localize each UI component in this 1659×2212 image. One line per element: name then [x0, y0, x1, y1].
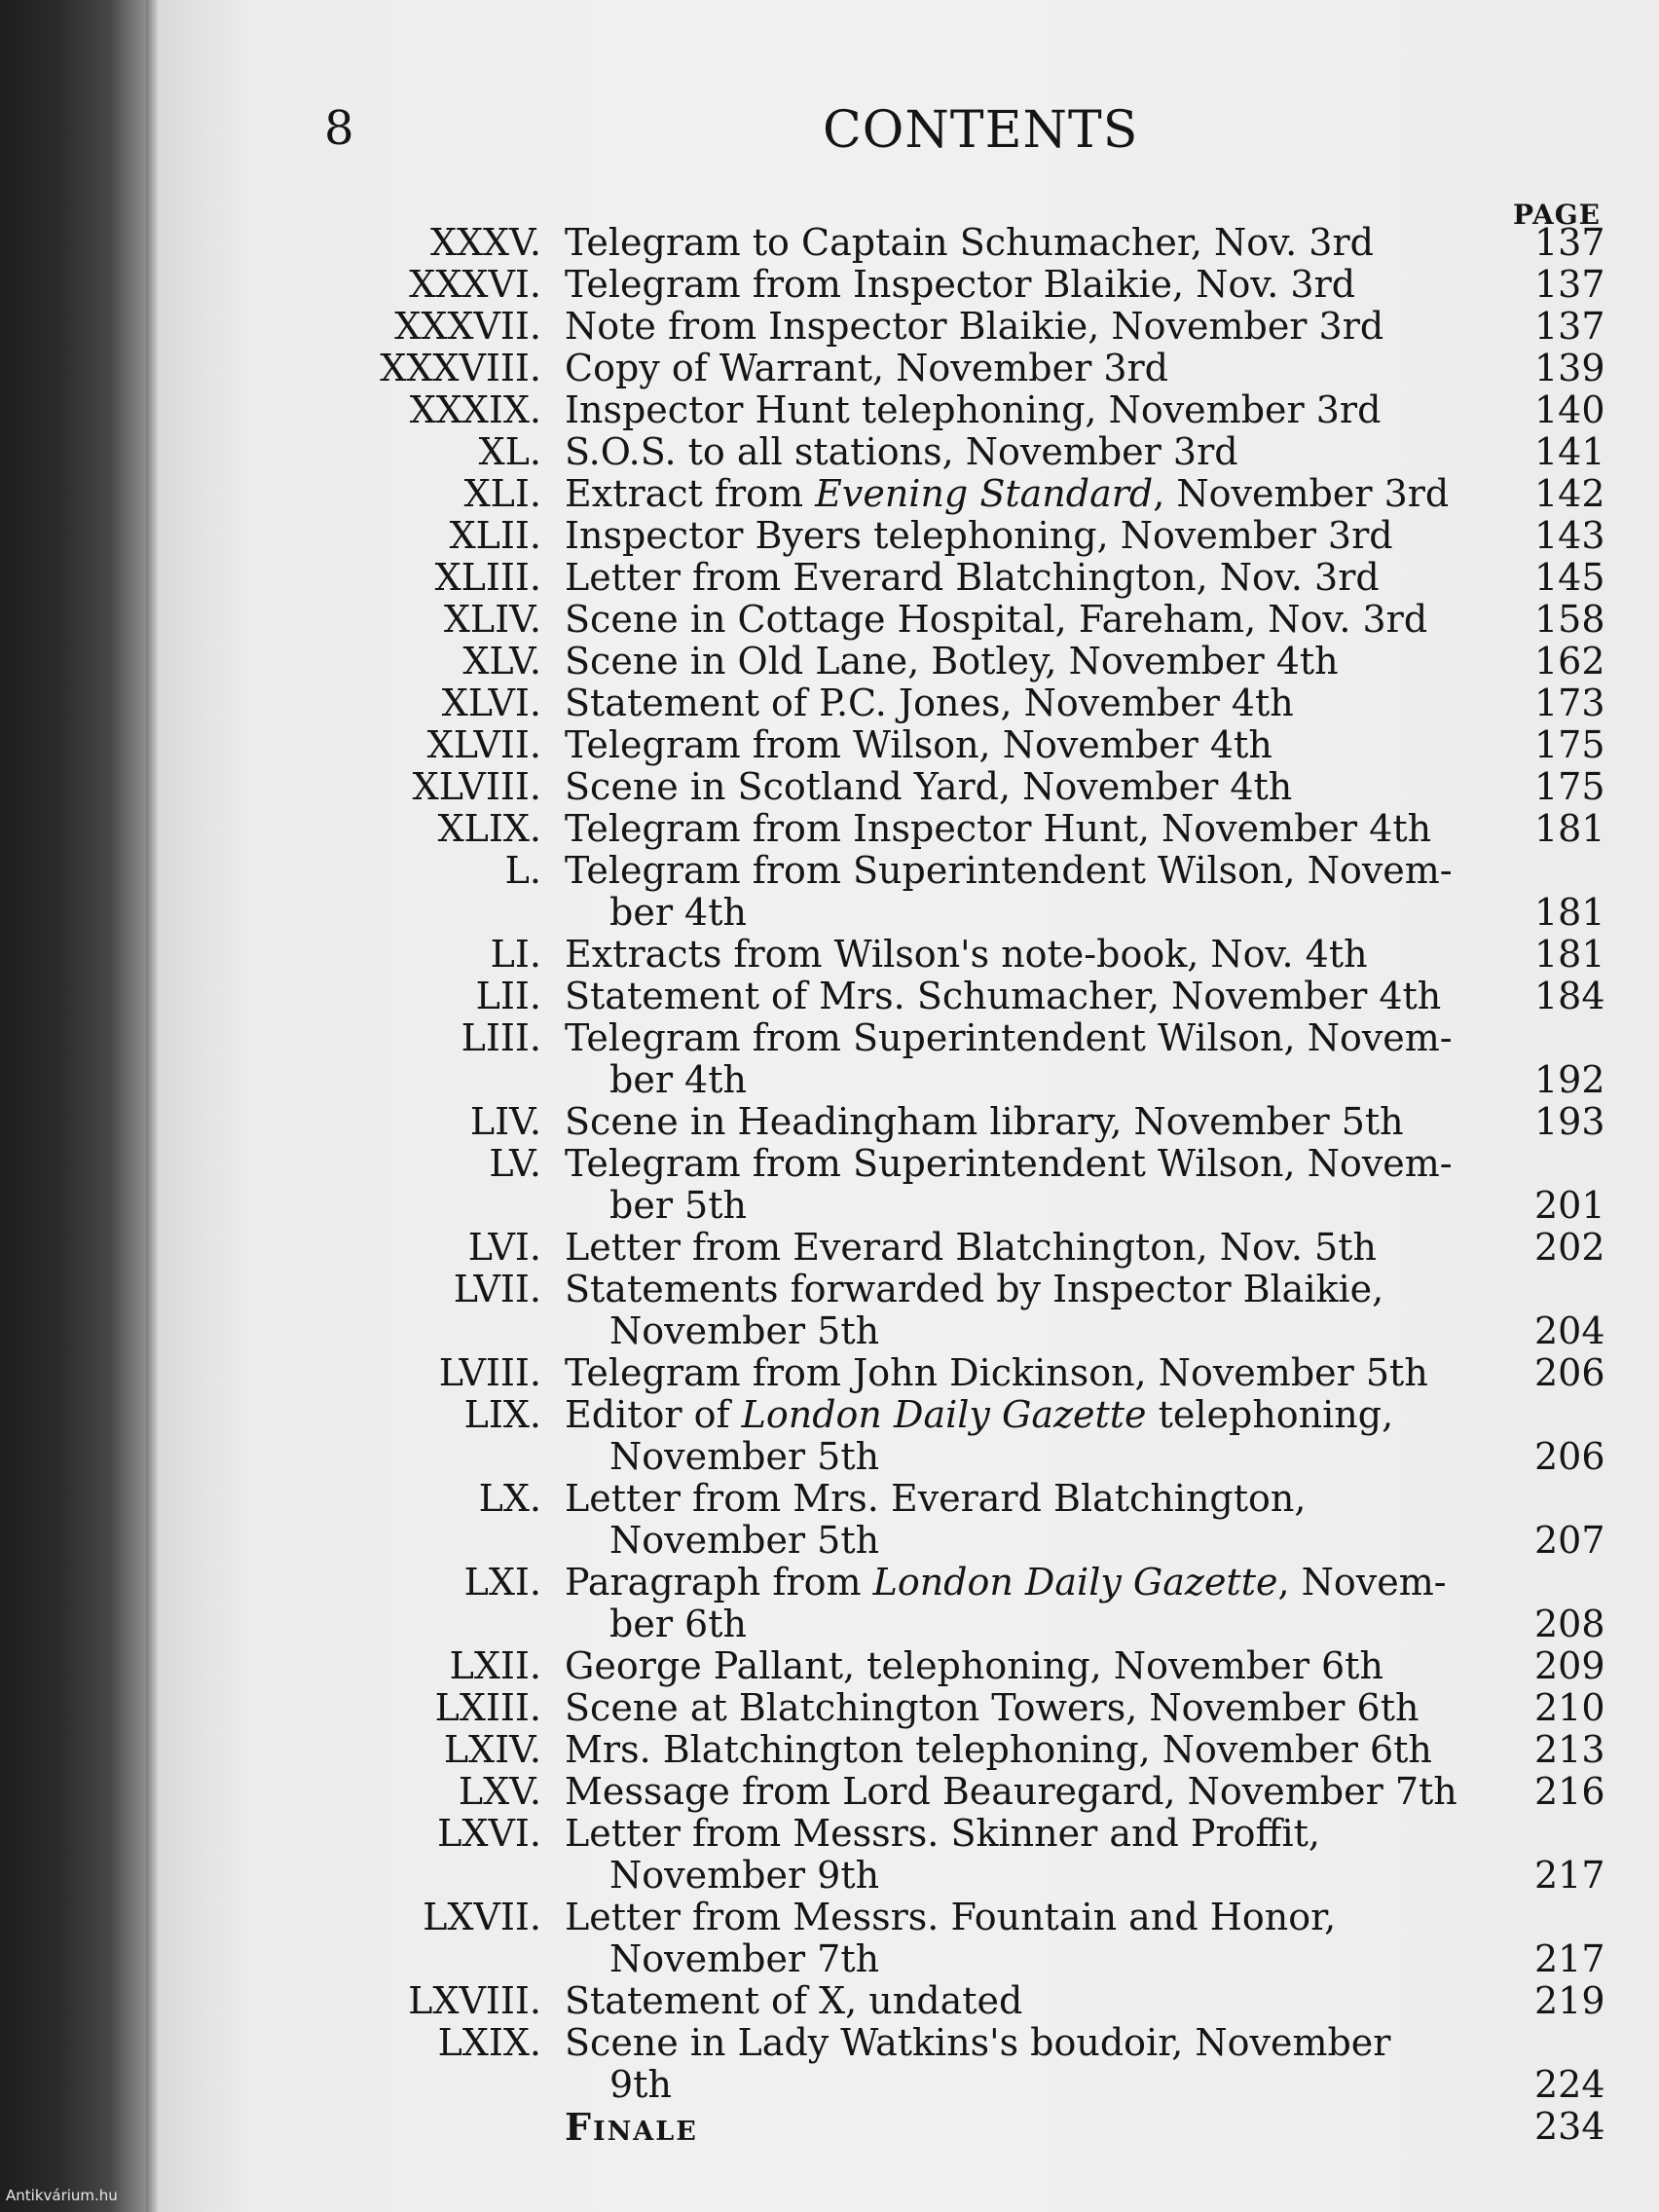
- chapter-page-number: 137: [1534, 221, 1605, 264]
- chapter-title-line: Scene in Cottage Hospital, Fareham, Nov. 3rd: [565, 598, 1428, 641]
- chapter-numeral: XLII.: [449, 514, 541, 557]
- chapter-title-line: S.O.S. to all stations, November 3rd: [565, 430, 1238, 473]
- contents-entry: [0, 934, 1659, 976]
- chapter-numeral: XLIII.: [434, 556, 541, 599]
- chapter-title: [565, 222, 1523, 264]
- chapter-title: [565, 1645, 1523, 1687]
- chapter-title: [565, 1771, 1523, 1813]
- chapter-title-line: Telegram from Inspector Hunt, November 4th: [565, 807, 1432, 850]
- chapter-title: [565, 1352, 1523, 1394]
- contents-entry: [0, 1143, 1659, 1227]
- chapter-title: [565, 2022, 1523, 2106]
- chapter-title-line: Letter from Mrs. Everard Blatchington,: [565, 1477, 1307, 1520]
- chapter-title-line: ber 4th: [609, 891, 747, 934]
- contents-entry: [0, 599, 1659, 641]
- chapter-page-number: 173: [1534, 682, 1605, 724]
- contents-entry: [0, 1562, 1659, 1645]
- chapter-numeral: XLIX.: [437, 807, 541, 850]
- chapter-numeral: LXVIII.: [408, 1979, 541, 2022]
- chapter-numeral: XLI.: [463, 472, 541, 515]
- chapter-title: [565, 1729, 1523, 1771]
- running-head: CONTENTS: [823, 101, 1139, 160]
- chapter-title-line: George Pallant, telephoning, November 6th: [565, 1644, 1383, 1687]
- chapter-numeral: XLIV.: [443, 598, 541, 641]
- contents-entry: [0, 515, 1659, 557]
- chapter-title-line: Scene in Old Lane, Botley, November 4th: [565, 640, 1339, 682]
- contents-entry: [0, 1729, 1659, 1771]
- chapter-title-line: Finale: [565, 2105, 698, 2149]
- chapter-numeral: LXV.: [458, 1770, 541, 1813]
- contents-entry: [0, 348, 1659, 389]
- chapter-numeral: LIII.: [461, 1016, 541, 1059]
- chapter-numeral: XXXIX.: [409, 388, 541, 431]
- publication-title: London Daily Gazette: [872, 1561, 1278, 1604]
- chapter-title: [565, 557, 1523, 599]
- chapter-numeral: XXXVII.: [394, 305, 541, 348]
- contents-entry: [0, 724, 1659, 766]
- watermark: Antikvárium.hu: [6, 2187, 118, 2204]
- chapter-page-number: 192: [1534, 1058, 1605, 1101]
- chapter-title-line: Inspector Byers telephoning, November 3rd: [565, 514, 1393, 557]
- chapter-page-number: 175: [1534, 765, 1605, 808]
- chapter-page-number: 181: [1534, 933, 1605, 976]
- chapter-numeral: XLVI.: [441, 682, 541, 724]
- contents-entry: [0, 1101, 1659, 1143]
- chapter-title: [565, 1101, 1523, 1143]
- contents-entry: [0, 473, 1659, 515]
- chapter-title-line: Letter from Everard Blatchington, Nov. 5th: [565, 1226, 1377, 1269]
- chapter-title: [565, 431, 1523, 473]
- chapter-page-number: 204: [1534, 1309, 1605, 1352]
- chapter-page-number: 158: [1534, 598, 1605, 641]
- publication-title: London Daily Gazette: [741, 1393, 1147, 1436]
- chapter-numeral: LVI.: [467, 1226, 541, 1269]
- contents-entry: [0, 850, 1659, 934]
- chapter-title: [565, 1687, 1523, 1729]
- chapter-title-line: Scene in Lady Watkins's boudoir, November: [565, 2021, 1391, 2064]
- chapter-title-line: Mrs. Blatchington telephoning, November 6th: [565, 1728, 1432, 1771]
- chapter-page-number: 137: [1534, 263, 1605, 306]
- chapter-title-line: November 5th: [609, 1519, 880, 1562]
- chapter-page-number: 139: [1534, 347, 1605, 389]
- chapter-page-number: 206: [1534, 1351, 1605, 1394]
- chapter-numeral: LII.: [475, 975, 541, 1017]
- chapter-title-line: Message from Lord Beauregard, November 7th: [565, 1770, 1457, 1813]
- chapter-title: [565, 515, 1523, 557]
- chapter-page-number: 234: [1534, 2105, 1605, 2148]
- chapter-numeral: L.: [504, 849, 541, 892]
- chapter-title-line: Statement of Mrs. Schumacher, November 4th: [565, 975, 1442, 1017]
- chapter-title: [565, 348, 1523, 389]
- chapter-page-number: 208: [1534, 1603, 1605, 1645]
- chapter-title: [565, 1143, 1523, 1227]
- chapter-numeral: LXVII.: [423, 1896, 541, 1938]
- chapter-numeral: XLV.: [462, 640, 541, 682]
- chapter-numeral: LXII.: [449, 1644, 541, 1687]
- chapter-title-line: Scene at Blatchington Towers, November 6th: [565, 1686, 1419, 1729]
- page-number: 8: [324, 101, 354, 156]
- chapter-page-number: 209: [1534, 1644, 1605, 1687]
- contents-entry: [0, 222, 1659, 264]
- page-column-label: PAGE: [1513, 199, 1601, 231]
- chapter-numeral: LV.: [489, 1142, 541, 1185]
- chapter-title: [565, 850, 1523, 934]
- chapter-numeral: LIV.: [469, 1100, 541, 1143]
- contents-entry: [0, 2022, 1659, 2106]
- contents-entry: [0, 389, 1659, 431]
- chapter-title-line: Inspector Hunt telephoning, November 3rd: [565, 388, 1382, 431]
- chapter-title-line: Paragraph from London Daily Gazette, Novem-: [565, 1561, 1447, 1604]
- chapter-title-line: Telegram from John Dickinson, November 5th: [565, 1351, 1428, 1394]
- chapter-title-line: Scene in Headingham library, November 5th: [565, 1100, 1404, 1143]
- chapter-title-line: Copy of Warrant, November 3rd: [565, 347, 1168, 389]
- chapter-title-line: November 5th: [609, 1309, 880, 1352]
- chapter-page-number: 216: [1534, 1770, 1605, 1813]
- chapter-title: [565, 1478, 1523, 1562]
- chapter-title-line: Letter from Everard Blatchington, Nov. 3rd: [565, 556, 1380, 599]
- chapter-title-line: Telegram from Superintendent Wilson, Novem-: [565, 849, 1453, 892]
- contents-entry: [0, 1017, 1659, 1101]
- chapter-numeral: XLVIII.: [412, 765, 541, 808]
- contents-entry: [0, 1645, 1659, 1687]
- chapter-title-line: Telegram from Superintendent Wilson, Novem-: [565, 1142, 1453, 1185]
- chapter-numeral: [0, 2106, 541, 2148]
- chapter-page-number: 141: [1534, 430, 1605, 473]
- chapter-title: [565, 1897, 1523, 1980]
- chapter-title-line: Statement of X, undated: [565, 1979, 1023, 2022]
- chapter-title-line: Note from Inspector Blaikie, November 3rd: [565, 305, 1384, 348]
- chapter-numeral: LXIII.: [434, 1686, 541, 1729]
- chapter-page-number: 201: [1534, 1184, 1605, 1227]
- chapter-numeral: XXXV.: [429, 221, 541, 264]
- chapter-title: [565, 1980, 1523, 2022]
- chapter-page-number: 202: [1534, 1226, 1605, 1269]
- contents-entry: [0, 641, 1659, 682]
- contents-entry: [0, 1771, 1659, 1813]
- chapter-title: [565, 1269, 1523, 1352]
- contents-entry: [0, 306, 1659, 348]
- contents-entry: [0, 1980, 1659, 2022]
- chapter-title-line: November 9th: [609, 1854, 880, 1897]
- chapter-title-line: Extract from Evening Standard, November 3rd: [565, 472, 1450, 515]
- contents-entry: [0, 1478, 1659, 1562]
- chapter-title-line: Extracts from Wilson's note-book, Nov. 4th: [565, 933, 1368, 976]
- chapter-title-line: ber 6th: [609, 1603, 747, 1645]
- chapter-title: [565, 389, 1523, 431]
- chapter-numeral: LXVI.: [437, 1812, 541, 1855]
- chapter-page-number: 206: [1534, 1435, 1605, 1478]
- contents-entry: [0, 264, 1659, 306]
- chapter-page-number: 210: [1534, 1686, 1605, 1729]
- chapter-title: [565, 306, 1523, 348]
- chapter-page-number: 184: [1534, 975, 1605, 1017]
- contents-entry: [0, 682, 1659, 724]
- chapter-title: [565, 808, 1523, 850]
- chapter-title-line: Telegram from Wilson, November 4th: [565, 723, 1272, 766]
- contents-entry: [0, 976, 1659, 1017]
- contents-entry: [0, 1352, 1659, 1394]
- chapter-page-number: 193: [1534, 1100, 1605, 1143]
- contents-list: [0, 222, 1659, 2148]
- chapter-numeral: LXIV.: [443, 1728, 541, 1771]
- chapter-title-line: Telegram from Superintendent Wilson, Novem-: [565, 1016, 1453, 1059]
- chapter-numeral: XLVII.: [426, 723, 541, 766]
- chapter-title: [565, 724, 1523, 766]
- contents-entry: [0, 1813, 1659, 1897]
- chapter-title: [565, 1394, 1523, 1478]
- chapter-numeral: LX.: [478, 1477, 541, 1520]
- contents-entry: [0, 431, 1659, 473]
- chapter-page-number: 224: [1534, 2063, 1605, 2106]
- chapter-page-number: 219: [1534, 1979, 1605, 2022]
- chapter-title: [565, 682, 1523, 724]
- chapter-numeral: XXXVI.: [409, 263, 541, 306]
- chapter-title: [565, 1813, 1523, 1897]
- chapter-numeral: LXI.: [463, 1561, 541, 1604]
- chapter-page-number: 145: [1534, 556, 1605, 599]
- chapter-title: [565, 1017, 1523, 1101]
- chapter-numeral: LXIX.: [437, 2021, 541, 2064]
- contents-entry: [0, 1269, 1659, 1352]
- chapter-numeral: LIX.: [463, 1393, 541, 1436]
- contents-entry: [0, 1227, 1659, 1269]
- chapter-page-number: 162: [1534, 640, 1605, 682]
- chapter-title-line: ber 4th: [609, 1058, 747, 1101]
- chapter-title: [565, 1227, 1523, 1269]
- chapter-page-number: 181: [1534, 807, 1605, 850]
- chapter-title: [565, 473, 1523, 515]
- chapter-title: [565, 599, 1523, 641]
- contents-entry: [0, 557, 1659, 599]
- chapter-title: [565, 2106, 1523, 2148]
- chapter-title-line: Editor of London Daily Gazette telephoning,: [565, 1393, 1394, 1436]
- chapter-title-line: ber 5th: [609, 1184, 747, 1227]
- contents-entry: [0, 1897, 1659, 1980]
- chapter-title-line: Letter from Messrs. Skinner and Proffit,: [565, 1812, 1320, 1855]
- chapter-title: [565, 264, 1523, 306]
- chapter-page-number: 181: [1534, 891, 1605, 934]
- chapter-title-line: Letter from Messrs. Fountain and Honor,: [565, 1896, 1337, 1938]
- chapter-numeral: LI.: [490, 933, 541, 976]
- chapter-title-line: Statement of P.C. Jones, November 4th: [565, 682, 1294, 724]
- chapter-page-number: 142: [1534, 472, 1605, 515]
- contents-entry: [0, 1687, 1659, 1729]
- chapter-page-number: 140: [1534, 388, 1605, 431]
- chapter-page-number: 207: [1534, 1519, 1605, 1562]
- chapter-title: [565, 641, 1523, 682]
- chapter-title: [565, 934, 1523, 976]
- publication-title: Evening Standard: [815, 472, 1154, 515]
- chapter-numeral: XXXVIII.: [380, 347, 541, 389]
- chapter-title: [565, 766, 1523, 808]
- chapter-numeral: LVII.: [453, 1268, 541, 1310]
- chapter-title-line: November 5th: [609, 1435, 880, 1478]
- chapter-page-number: 213: [1534, 1728, 1605, 1771]
- contents-entry: [0, 1394, 1659, 1478]
- chapter-page-number: 143: [1534, 514, 1605, 557]
- chapter-page-number: 217: [1534, 1937, 1605, 1980]
- chapter-numeral: LVIII.: [438, 1351, 541, 1394]
- chapter-title: [565, 976, 1523, 1017]
- contents-entry: [0, 766, 1659, 808]
- chapter-title: [565, 1562, 1523, 1645]
- chapter-title-line: 9th: [609, 2063, 672, 2106]
- chapter-page-number: 175: [1534, 723, 1605, 766]
- chapter-title-line: Telegram to Captain Schumacher, Nov. 3rd: [565, 221, 1374, 264]
- chapter-title-line: November 7th: [609, 1937, 880, 1980]
- chapter-page-number: 137: [1534, 305, 1605, 348]
- chapter-page-number: 217: [1534, 1854, 1605, 1897]
- chapter-title-line: Statements forwarded by Inspector Blaikie,: [565, 1268, 1384, 1310]
- contents-entry: [0, 808, 1659, 850]
- chapter-title-line: Scene in Scotland Yard, November 4th: [565, 765, 1293, 808]
- contents-entry: [0, 2106, 1659, 2148]
- chapter-title-line: Telegram from Inspector Blaikie, Nov. 3rd: [565, 263, 1356, 306]
- chapter-numeral: XL.: [478, 430, 541, 473]
